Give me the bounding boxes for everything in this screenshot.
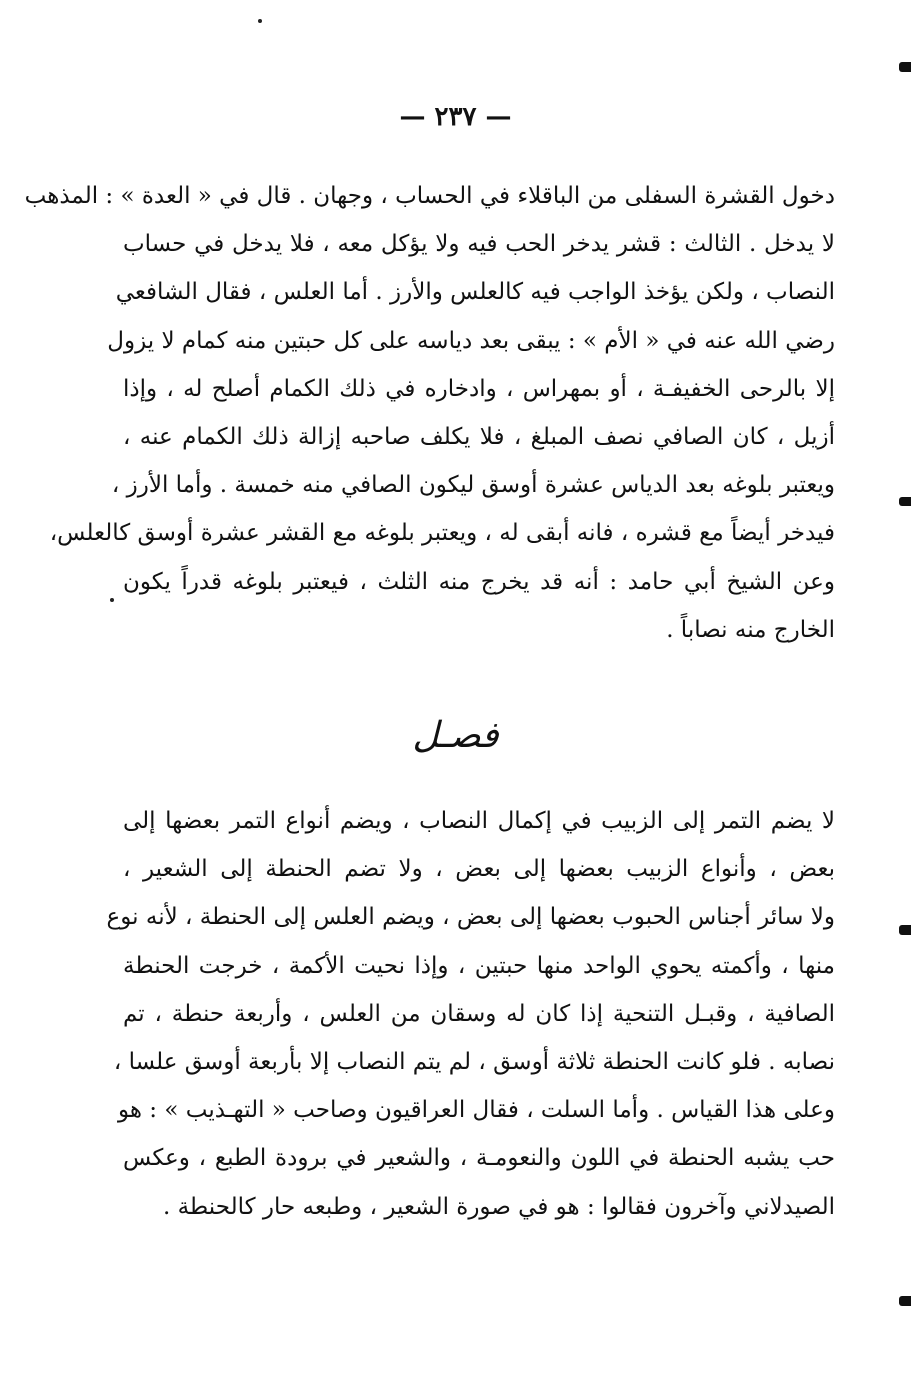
text-line: لا يدخل . الثالث : قشر يدخر الحب فيه ولا يؤكل معه ، فلا يدخل في حساب — [123, 231, 835, 258]
binding-mark — [899, 925, 911, 935]
binding-mark — [899, 1296, 911, 1306]
binding-mark — [899, 62, 911, 72]
text-line: رضي الله عنه في « الأم » : يبقى بعد دياسه على كل حبتين منه كمام لا يزول — [107, 327, 835, 354]
text-line: ولا سائر أجناس الحبوب بعضها إلى بعض ، ويضم العلس إلى الحنطة ، لأنه نوع — [106, 904, 835, 931]
text-line: منها ، وأكمته يحوي الواحد منها حبتين ، وإذا نحيت الأكمة ، خرجت الحنطة — [123, 952, 835, 979]
text-line: النصاب ، ولكن يؤخذ الواجب فيه كالعلس والأرز . أما العلس ، فقال الشافعي — [115, 279, 835, 306]
binding-mark — [899, 497, 911, 506]
text-line: بعض ، وأنواع الزبيب بعضها إلى بعض ، ولا تضم الحنطة إلى الشعير ، — [123, 856, 835, 883]
text-line: وعلى هذا القياس . وأما السلت ، فقال العراقيون وصاحب « التهـذيب » : هو — [117, 1097, 835, 1124]
text-line: حب يشبه الحنطة في اللون والنعومـة ، والشعير في برودة الطبع ، وعكس — [123, 1145, 835, 1172]
text-line: نصابه . فلو كانت الحنطة ثلاثة أوسق ، لم يتم النصاب إلا بأربعة أوسق علسا ، — [113, 1048, 835, 1075]
text-line: ويعتبر بلوغه بعد الدياس عشرة أوسق ليكون الصافي منه خمسة . وأما الأرز ، — [111, 472, 835, 499]
paragraph-2 — [106, 797, 835, 1231]
text-line: إلا بالرحى الخفيفـة ، أو بمهراس ، وادخاره في ذلك الكمام أصلح له ، وإذا — [123, 375, 835, 402]
text-line: لا يضم التمر إلى الزبيب في إكمال النصاب ، ويضم أنواع التمر بعضها إلى — [123, 808, 835, 834]
text-line: الصافية ، وقبـل التنحية إذا كان له وسقان من العلس ، وأربعة حنطة ، تم — [123, 1000, 835, 1027]
section-heading: فصـل — [412, 715, 499, 756]
paragraph-1 — [24, 172, 835, 654]
page-number: — ٢٣٧ — — [399, 102, 512, 132]
speck-mark — [258, 19, 262, 23]
text-line: الصيدلاني وآخرون فقالوا : هو في صورة الشعير ، وطبعه حار كالحنطة . — [162, 1193, 835, 1220]
text-line: فيدخر أيضاً مع قشره ، فانه أبقى له ، ويعتبر بلوغه مع القشر عشرة أوسق كالعلس، — [49, 520, 835, 547]
text-line: دخول القشرة السفلى من الباقلاء في الحساب ، وجهان . قال في « العدة » : المذهب — [24, 183, 835, 209]
speck-mark — [110, 598, 114, 602]
text-line: وعن الشيخ أبي حامد : أنه قد يخرج منه الثلث ، فيعتبر بلوغه قدراً يكون — [123, 568, 835, 595]
text-line: أزيل ، كان الصافي نصف المبلغ ، فلا يكلف صاحبه إزالة ذلك الكمام عنه ، — [123, 423, 835, 450]
text-line: الخارج منه نصاباً . — [666, 616, 835, 643]
